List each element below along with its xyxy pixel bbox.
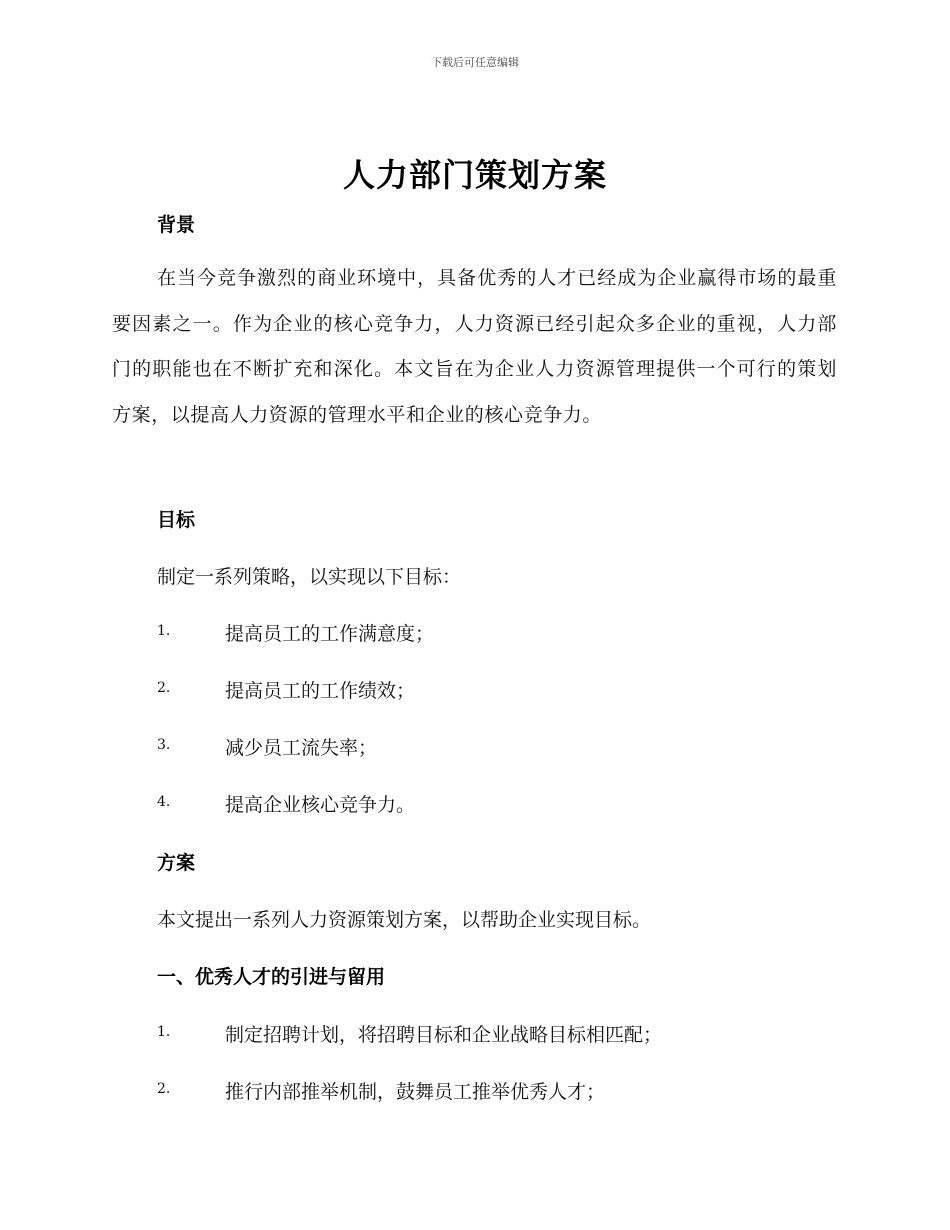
document-title: 人力部门策划方案 — [342, 156, 607, 194]
list-item — [157, 790, 857, 818]
list-text: 推行内部推举机制，鼓舞员工推举优秀人才； — [225, 1081, 606, 1103]
goals-intro: 制定一系列策略，以实现以下目标： — [157, 566, 462, 588]
list-item — [157, 1020, 857, 1048]
list-text: 提高员工的工作绩效； — [225, 680, 416, 702]
list-number: 3. — [157, 737, 171, 753]
list-item — [157, 733, 857, 761]
list-text: 提高企业核心竞争力。 — [225, 794, 416, 816]
list-item — [157, 676, 857, 704]
header-note: 下载后可任意编辑 — [431, 56, 519, 69]
list-number: 1. — [157, 623, 171, 639]
list-text: 制定招聘计划，将招聘目标和企业战略目标相匹配； — [225, 1024, 663, 1046]
list-number: 2. — [157, 680, 171, 696]
section-heading-plan: 方案 — [157, 852, 196, 874]
list-text: 减少员工流失率； — [225, 737, 378, 759]
list-number: 2. — [157, 1081, 171, 1097]
section-heading-background: 背景 — [157, 214, 196, 236]
plan-intro: 本文提出一系列人力资源策划方案，以帮助企业实现目标。 — [157, 909, 652, 931]
list-item — [157, 619, 857, 647]
section-heading-goals: 目标 — [157, 509, 196, 531]
section-heading-talent: 一、优秀人才的引进与留用 — [157, 966, 386, 988]
list-number: 4. — [157, 794, 171, 810]
list-number: 1. — [157, 1024, 171, 1040]
background-paragraph: 在当今竞争激烈的商业环境中，具备优秀的人才已经成为企业赢得市场的最重要因素之一。作为企业的核心竞争力，人力资源已经引起众多企业的重视，人力部门的职能也在不断扩充和深化。本文旨在为企业人力资源管理提供一个可行的策划方案，以提高人力资源的管理水平和企业的核心竞争力。 — [112, 267, 837, 426]
list-item — [157, 1077, 857, 1105]
list-text: 提高员工的工作满意度； — [225, 623, 435, 645]
